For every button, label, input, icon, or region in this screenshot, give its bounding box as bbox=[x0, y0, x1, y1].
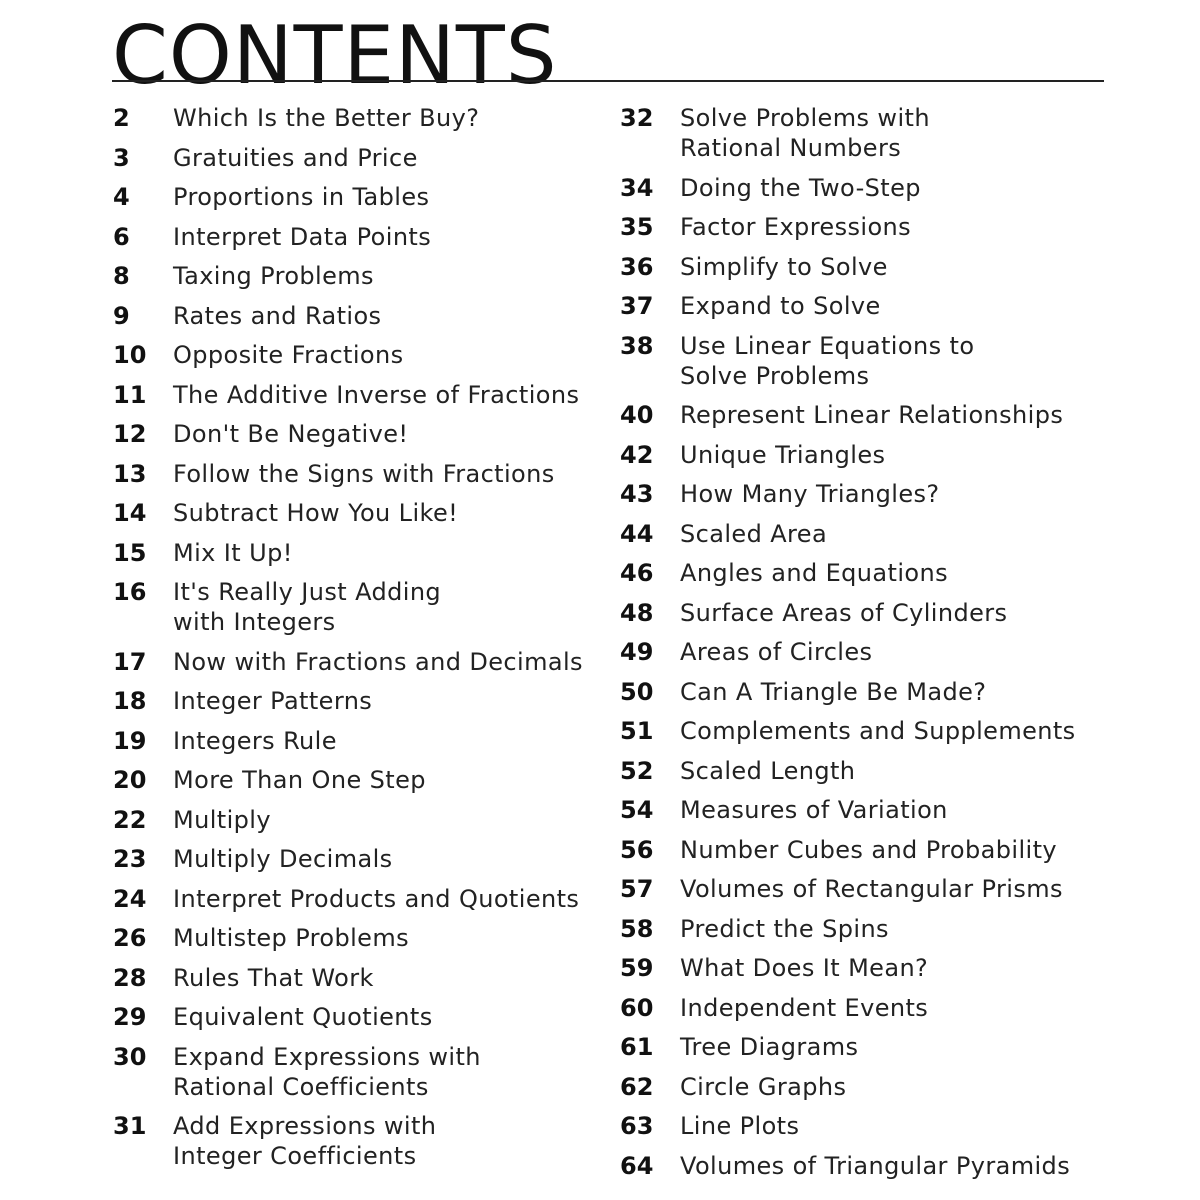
toc-entry-title: Measures of Variation bbox=[680, 796, 948, 824]
toc-entry-title: Proportions in Tables bbox=[173, 183, 430, 211]
toc-entry-title: Rates and Ratios bbox=[173, 301, 382, 330]
toc-entry bbox=[113, 1002, 593, 1032]
toc-entry-page-number: 40 bbox=[620, 401, 654, 429]
toc-entry-page-number: 46 bbox=[620, 559, 654, 587]
contents-column-left bbox=[113, 103, 593, 1181]
toc-entry-title: How Many Triangles? bbox=[680, 480, 940, 508]
toc-entry-title: Multiply bbox=[173, 805, 271, 834]
toc-entry-page-number: 50 bbox=[620, 677, 654, 706]
toc-entry bbox=[620, 874, 1100, 904]
toc-entry-page-number: 58 bbox=[620, 914, 654, 943]
toc-entry bbox=[113, 498, 593, 528]
toc-entry-page-number: 44 bbox=[620, 519, 654, 548]
toc-entry-page-number: 12 bbox=[113, 420, 147, 448]
toc-entry bbox=[113, 1042, 593, 1102]
toc-entry bbox=[113, 805, 593, 835]
toc-entry-page-number: 52 bbox=[620, 756, 654, 785]
toc-entry-page-number: 23 bbox=[113, 845, 147, 873]
toc-entry bbox=[113, 143, 593, 173]
toc-entry-page-number: 32 bbox=[620, 104, 654, 132]
toc-entry bbox=[620, 479, 1100, 509]
toc-entry bbox=[620, 400, 1100, 430]
toc-entry bbox=[620, 519, 1100, 549]
toc-entry-title: Line Plots bbox=[680, 1112, 800, 1140]
toc-entry bbox=[113, 380, 593, 410]
toc-entry-title: Complements and Supplements bbox=[680, 717, 1076, 745]
toc-entry bbox=[620, 953, 1100, 983]
toc-entry bbox=[620, 993, 1100, 1023]
toc-entry bbox=[113, 301, 593, 331]
toc-entry bbox=[113, 1111, 593, 1171]
toc-entry bbox=[620, 103, 1100, 163]
toc-entry bbox=[620, 331, 1100, 391]
toc-entry-page-number: 13 bbox=[113, 459, 147, 488]
toc-entry-title: Integer Patterns bbox=[173, 687, 373, 715]
toc-entry-page-number: 43 bbox=[620, 480, 654, 508]
toc-entry-page-number: 16 bbox=[113, 578, 147, 606]
toc-entry-page-number: 62 bbox=[620, 1072, 654, 1101]
toc-entry bbox=[113, 726, 593, 756]
toc-entry-page-number: 8 bbox=[113, 262, 130, 290]
toc-entry-page-number: 34 bbox=[620, 173, 654, 202]
toc-entry-page-number: 48 bbox=[620, 598, 654, 627]
toc-entry-page-number: 26 bbox=[113, 924, 147, 952]
toc-entry-title: Multistep Problems bbox=[173, 924, 410, 952]
toc-entry bbox=[113, 261, 593, 291]
toc-entry-page-number: 22 bbox=[113, 805, 147, 834]
toc-entry-title: It's Really Just Adding with Integers bbox=[173, 578, 442, 636]
toc-entry-title: Angles and Equations bbox=[680, 559, 949, 587]
toc-entry-title: Represent Linear Relationships bbox=[680, 401, 1064, 429]
toc-entry bbox=[113, 647, 593, 677]
toc-entry-title: Scaled Area bbox=[680, 519, 828, 548]
toc-entry bbox=[620, 212, 1100, 242]
toc-entry-page-number: 54 bbox=[620, 796, 654, 824]
toc-entry bbox=[620, 637, 1100, 667]
toc-entry-page-number: 29 bbox=[113, 1003, 147, 1031]
toc-entry bbox=[113, 884, 593, 914]
toc-entry-title: Subtract How You Like! bbox=[173, 499, 459, 527]
toc-entry-page-number: 17 bbox=[113, 647, 147, 676]
toc-entry bbox=[113, 340, 593, 370]
toc-entry-title: Integers Rule bbox=[173, 726, 337, 755]
toc-entry-page-number: 37 bbox=[620, 292, 654, 320]
toc-entry bbox=[113, 577, 593, 637]
toc-entry bbox=[620, 1111, 1100, 1141]
toc-entry-title: Volumes of Triangular Pyramids bbox=[680, 1151, 1071, 1180]
contents-column-right bbox=[620, 103, 1100, 1190]
toc-entry-title: Expand Expressions with Rational Coefficients bbox=[173, 1042, 481, 1101]
toc-entry-page-number: 51 bbox=[620, 717, 654, 745]
toc-entry-page-number: 31 bbox=[113, 1112, 147, 1140]
toc-entry bbox=[620, 558, 1100, 588]
toc-entry bbox=[620, 173, 1100, 203]
toc-entry-title: Scaled Length bbox=[680, 756, 856, 785]
toc-entry-page-number: 9 bbox=[113, 301, 130, 330]
toc-entry bbox=[620, 835, 1100, 865]
toc-entry-page-number: 24 bbox=[113, 884, 147, 913]
toc-entry bbox=[113, 686, 593, 716]
toc-entry-page-number: 49 bbox=[620, 638, 654, 666]
toc-entry-page-number: 3 bbox=[113, 143, 130, 172]
toc-entry-page-number: 2 bbox=[113, 104, 130, 132]
toc-entry-title: Areas of Circles bbox=[680, 638, 873, 666]
toc-entry-page-number: 60 bbox=[620, 993, 654, 1022]
toc-entry bbox=[113, 459, 593, 489]
toc-entry-title: Can A Triangle Be Made? bbox=[680, 677, 987, 706]
toc-entry-title: Which Is the Better Buy? bbox=[173, 104, 480, 132]
toc-entry-title: What Does It Mean? bbox=[680, 954, 929, 982]
toc-entry-title: Mix It Up! bbox=[173, 538, 293, 567]
toc-entry-title: Gratuities and Price bbox=[173, 143, 418, 172]
toc-entry-title: Interpret Products and Quotients bbox=[173, 884, 580, 913]
toc-entry bbox=[620, 252, 1100, 282]
toc-entry-title: Expand to Solve bbox=[680, 292, 881, 320]
toc-entry-title: Tree Diagrams bbox=[680, 1033, 859, 1061]
page-title: CONTENTS bbox=[112, 9, 558, 102]
toc-entry bbox=[113, 765, 593, 795]
toc-entry-title: Independent Events bbox=[680, 993, 929, 1022]
toc-entry-title: Surface Areas of Cylinders bbox=[680, 598, 1008, 627]
toc-entry-title: Factor Expressions bbox=[680, 213, 912, 241]
toc-entry bbox=[620, 440, 1100, 470]
toc-entry bbox=[620, 1072, 1100, 1102]
toc-entry bbox=[620, 756, 1100, 786]
toc-entry-page-number: 61 bbox=[620, 1033, 654, 1061]
toc-entry bbox=[620, 291, 1100, 321]
toc-entry bbox=[620, 716, 1100, 746]
toc-entry-title: More Than One Step bbox=[173, 766, 426, 794]
toc-entry bbox=[620, 795, 1100, 825]
toc-entry-title: Doing the Two-Step bbox=[680, 173, 921, 202]
toc-entry-page-number: 36 bbox=[620, 252, 654, 281]
toc-entry bbox=[113, 103, 593, 133]
toc-entry-title: Unique Triangles bbox=[680, 440, 886, 469]
title-underline bbox=[112, 80, 1104, 82]
toc-entry-title: Equivalent Quotients bbox=[173, 1003, 433, 1031]
toc-entry bbox=[620, 598, 1100, 628]
toc-entry-page-number: 59 bbox=[620, 954, 654, 982]
toc-entry-title: The Additive Inverse of Fractions bbox=[173, 380, 580, 409]
toc-entry-page-number: 20 bbox=[113, 766, 147, 794]
toc-entry-title: Don't Be Negative! bbox=[173, 420, 409, 448]
toc-entry bbox=[113, 923, 593, 953]
toc-entry-page-number: 4 bbox=[113, 183, 130, 211]
toc-entry-title: Now with Fractions and Decimals bbox=[173, 647, 583, 676]
toc-entry-page-number: 14 bbox=[113, 499, 147, 527]
toc-entry-title: Number Cubes and Probability bbox=[680, 835, 1057, 864]
toc-entry-title: Opposite Fractions bbox=[173, 341, 404, 369]
toc-entry-title: Simplify to Solve bbox=[680, 252, 888, 281]
toc-entry-page-number: 35 bbox=[620, 213, 654, 241]
toc-entry-page-number: 42 bbox=[620, 440, 654, 469]
toc-entry bbox=[620, 914, 1100, 944]
toc-entry-page-number: 18 bbox=[113, 687, 147, 715]
toc-entry bbox=[620, 677, 1100, 707]
toc-entry-title: Interpret Data Points bbox=[173, 222, 432, 251]
toc-entry bbox=[113, 222, 593, 252]
toc-entry-page-number: 64 bbox=[620, 1151, 654, 1180]
toc-entry bbox=[113, 963, 593, 993]
toc-entry-title: Follow the Signs with Fractions bbox=[173, 459, 555, 488]
toc-entry-title: Solve Problems with Rational Numbers bbox=[680, 104, 930, 162]
toc-entry bbox=[113, 844, 593, 874]
toc-entry-page-number: 6 bbox=[113, 222, 130, 251]
toc-entry-page-number: 19 bbox=[113, 726, 147, 755]
toc-entry-page-number: 30 bbox=[113, 1042, 147, 1071]
toc-entry bbox=[620, 1032, 1100, 1062]
toc-entry-title: Taxing Problems bbox=[173, 262, 374, 290]
toc-entry-title: Use Linear Equations to Solve Problems bbox=[680, 331, 975, 390]
toc-entry-page-number: 38 bbox=[620, 331, 654, 360]
toc-entry-title: Rules That Work bbox=[173, 963, 374, 992]
toc-entry-page-number: 15 bbox=[113, 538, 147, 567]
toc-entry-page-number: 10 bbox=[113, 341, 147, 369]
toc-entry-page-number: 11 bbox=[113, 380, 147, 409]
toc-entry-title: Volumes of Rectangular Prisms bbox=[680, 875, 1063, 903]
toc-entry-title: Add Expressions with Integer Coefficients bbox=[173, 1112, 437, 1170]
toc-entry bbox=[113, 182, 593, 212]
toc-entry-page-number: 28 bbox=[113, 963, 147, 992]
toc-entry-page-number: 57 bbox=[620, 875, 654, 903]
toc-entry-title: Predict the Spins bbox=[680, 914, 889, 943]
toc-entry-title: Circle Graphs bbox=[680, 1072, 847, 1101]
toc-entry bbox=[113, 419, 593, 449]
toc-entry-page-number: 63 bbox=[620, 1112, 654, 1140]
toc-entry-page-number: 56 bbox=[620, 835, 654, 864]
toc-entry bbox=[620, 1151, 1100, 1181]
toc-entry-title: Multiply Decimals bbox=[173, 845, 393, 873]
toc-entry bbox=[113, 538, 593, 568]
